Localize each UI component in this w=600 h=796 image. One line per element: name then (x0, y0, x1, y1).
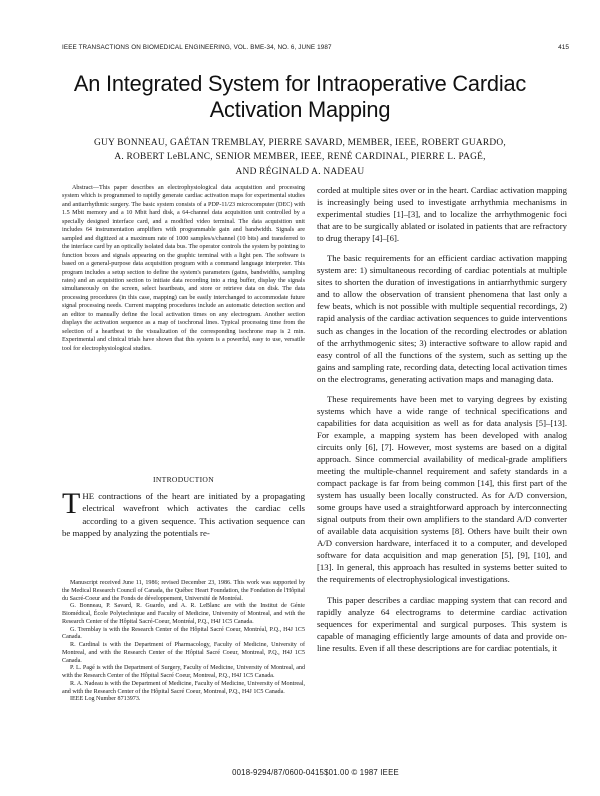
introduction-paragraph (62, 487, 305, 540)
body-paragraph: This paper describes a cardiac mapping system that can record and rapidly analyze 64 electrograms to determine cardiac activation sequences for experimental and surgical purposes. This system is capable of managing efficiently large amounts of data and provide on-line results. Even if all these descriptions are for cardiac potentials, it (317, 594, 567, 653)
body-paragraph: These requirements have been met to varying degrees by existing systems which have a wide range of technical specifications and capabilities for data acquisition as well as for data analysis [5]–[13]. For example, a mapping system has been developed with analog circuits only [6], [7]. However, most systems are based on a digital approach. Since commercial availability of medical-grade amplifiers meeting the multiple-channel requirement and safety standards in a compact package is far from being common [14], this first part of the system has usually been locally constructed. As for A/D conversion, some groups have used a straightforward approach by interconnecting signal outputs from their own amplifiers to the standard A/D converter of available data acquisition systems [8]. Others have built their own A/D conversion hardware, interfaced it to a computer, and developed software for data acquisition and map generation [5], [9], [10], and [13]. In general, this approach has resulted in systems better suited to the requirements of electrophysiological investigations. (317, 393, 567, 585)
body-paragraph: The basic requirements for an efficient cardiac activation mapping system are: 1) simultaneous recording of cardiac potentials at multiple sites to shorten the duration of investigations in antiarrhythmic surgery and to allow the observation of transient phenomena that last only a few beats, which is not possible with multiple sequential recordings, 2) rapid analysis of the cardiac activation sequences to guide interventions such as changes in the location of the recording electrodes or ablation of the arrhythmogenic sites; 3) interactive software to allow rapid and easy control of all the functions of the system, such as setting up the gains and sampling rate, recording data, detecting local activation times on the electrograms, generating activation maps and managing data. (317, 253, 567, 384)
title-line-2: Activation Mapping (209, 97, 391, 122)
journal-header: IEEE TRANSACTIONS ON BIOMEDICAL ENGINEERING, VOL. BME-34, NO. 6, JUNE 1987 (62, 44, 332, 51)
title-line-1: An Integrated System for Intraoperative Cardiac (73, 71, 527, 96)
paper-title (40, 71, 560, 123)
footnote: IEEE Log Number 8713973. (70, 696, 141, 703)
page-number: 415 (558, 44, 569, 51)
author-list (40, 136, 560, 179)
footnote: R. A. Nadeau is with the Department of Medicine, Faculty of Medicine, University of Montreal, and with the Research Center of the Hôpital Sacré Coeur, Montreal, P.Q., H4J 1C5 Canada. (62, 680, 305, 695)
abstract (62, 184, 305, 353)
drop-cap: T (62, 487, 81, 520)
section-heading-introduction: INTRODUCTION (153, 475, 214, 484)
introduction-text: HE contractions of the heart are initiated by a propagating electrical wavefront which activates the cardiac cells according to a given sequence. This activation sequence can be mapped by analyzing the potentials re- (62, 491, 305, 539)
body-paragraph: corded at multiple sites over or in the heart. Cardiac activation mapping is increasingly being used to investigate arrhythmia mechanisms in experimental studies [1]–[3], and to localize the arrhythmogenic foci that are to be surgically ablated or isolated in patients that are refractory to drug therapy [4]–[6]. (317, 185, 567, 244)
footnote: P. L. Pagé is with the Department of Surgery, Faculty of Medicine, University of Montreal, and with the Research Center of the Hôpital Sacré Coeur, Montreal, P.Q., H4J 1C5 Canada. (62, 665, 305, 679)
right-column (317, 184, 567, 662)
running-header (62, 44, 569, 56)
copyright-footer: 0018-9294/87/0600-0415$01.00 © 1987 IEEE (232, 768, 399, 777)
abstract-text: Abstract—This paper describes an electrophysiological data acquisition and processing system which is programmed to rapidly generate cardiac activation maps for experimental studies and antiarrhythmic surgery. The basic system consists of a PDP-11/23 microcomputer (DEC) with 1.5 Mbit memory and a 10 Mbit hard disk, a 64-channel data acquisition unit controlled by a specially designed interface card, and a modified video terminal. The data acquisition unit includes 64 instrumentation amplifiers with programmable gain and bandwidth. Signals are sampled and digitized at a maximum rate of 1000 samples/s/channel (10 bits) and transferred to the interface card by an optically isolated data bus. The operator controls the system by pointing to function boxes and signals appearing on the graphic terminal with a light pen. The software is based on a general-purpose data acquisition program with a command language interpreter. This program includes a setup section to define the system's parameters (gains, bandwidths, sampling rates) and an acquisition section to initiate data recording into a ring buffer, display the signals simultaneously on the screen, select heartbeats, and store or retrieve data on disk. The data processing procedures (in this case, mapping) can be easily interchanged to accommodate future signal processing needs. Current mapping procedures include an automatic detection section and an editor to manually define the local activation times on any electrogram. Another section displays the activation sequence as a map of isochronal lines. Typical processing time from the selection of a heartbeat to the visualization of the corresponding isochrone map is 2 min. Experimental and clinical trials have shown that this system is a powerful, easy to use, versatile tool for electrophysiological studies. (62, 185, 305, 352)
footnote: G. Bonneau, P. Savard, R. Guardo, and A. R. LeBlanc are with the Institut de Génie Biomédical, École Polytechnique and Faculty of Medicine, University of Montreal, and with the Research Center of the Hôpital Sacré-Coeur, Montréal, P.Q., H4J 1C5 Canada. (62, 603, 305, 625)
footnotes (62, 580, 305, 704)
footnote: G. Tremblay is with the Research Center of the Hôpital Sacré Coeur, Montréal, P.Q., H4J 1C5 Canada. (62, 626, 305, 641)
authors-line-2: A. ROBERT LeBLANC, SENIOR MEMBER, IEEE, RENÉ CARDINAL, PIERRE L. PAGÉ, (114, 152, 486, 163)
footnote: Manuscript received June 11, 1986; revised December 23, 1986. This work was supported by the Medical Research Council of Canada, the Québec Heart Foundation, the Fondation de l'Hôpital du Sacré-Coeur and the Fonds de développement, Université de Montréal. (62, 580, 305, 602)
authors-line-3: AND RÉGINALD A. NADEAU (235, 166, 365, 177)
footnote: R. Cardinal is with the Department of Pharmacology, Faculty of Medicine, University of Montreal, and with the Research Center of the Hôpital Sacré Coeur, Montreal, P.Q., H4J 1C5 Canada. (62, 642, 305, 664)
authors-line-1: GUY BONNEAU, GAÉTAN TREMBLAY, PIERRE SAVARD, MEMBER, IEEE, ROBERT GUARDO, (93, 138, 506, 148)
